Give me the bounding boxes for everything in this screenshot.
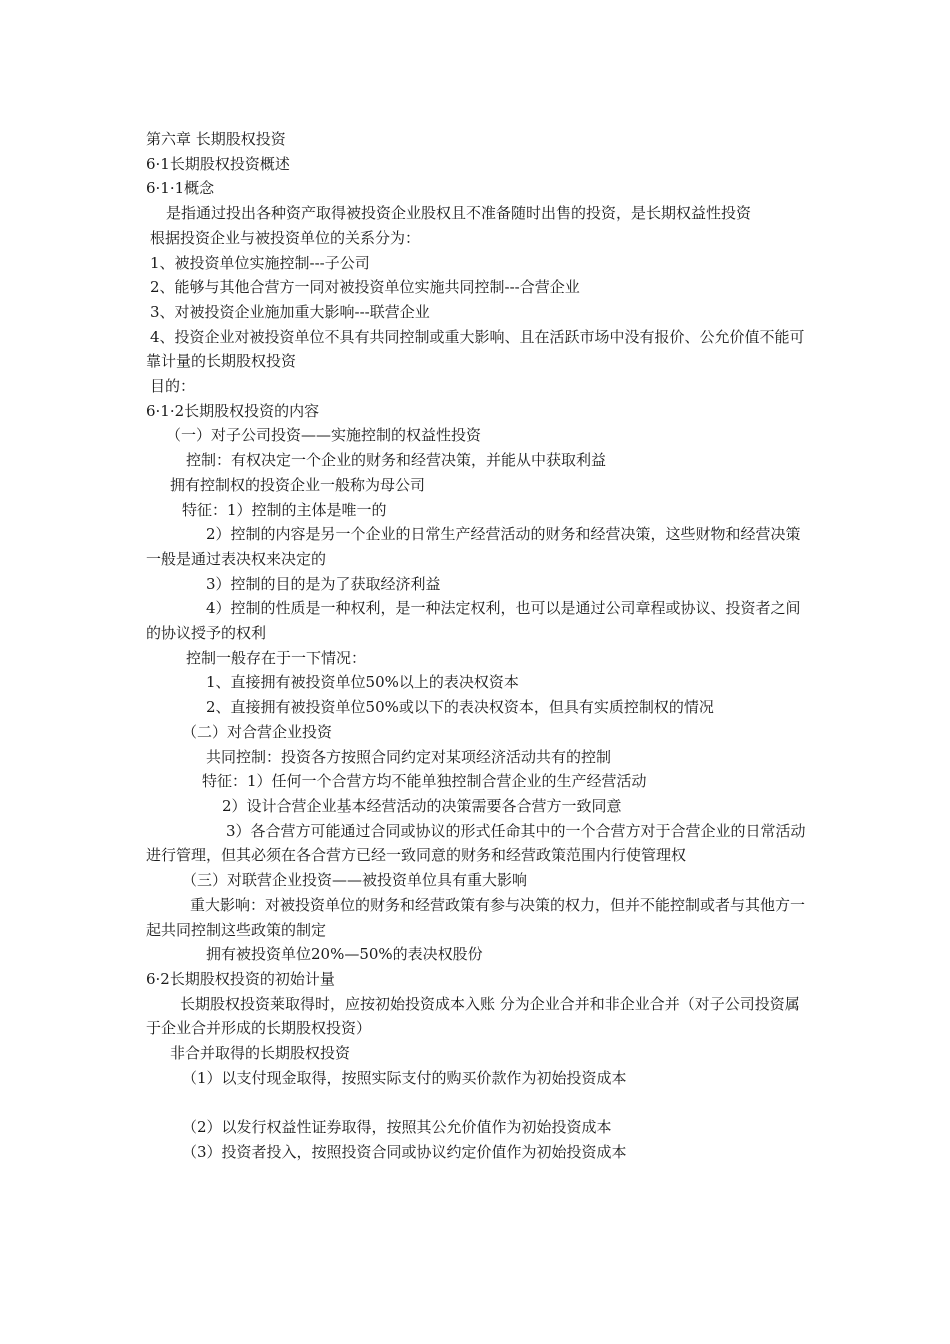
paragraph: 非合并取得的长期股权投资	[170, 1044, 351, 1063]
paragraph: 3）控制的目的是为了获取经济利益	[206, 574, 441, 593]
list-item: 1、直接拥有被投资单位50%以上的表决权资本	[206, 673, 519, 692]
list-item: 4、投资企业对被投资单位不具有共同控制或重大影响、且在活跃市场中没有报价、公允价值不能可靠计量的长期股权投资	[146, 327, 805, 371]
paragraph: 3）各合营方可能通过合同或协议的形式任命其中的一个合营方对于合营企业的日常活动进行管理，但其必须在各合营方已经一致同意的财务和经营政策范围内行使管理权	[146, 821, 806, 865]
subheading: （三）对联营企业投资——被投资单位具有重大影响	[182, 871, 528, 890]
subheading: （二）对合营企业投资	[182, 722, 333, 741]
list-item: 2、直接拥有被投资单位50%或以下的表决权资本，但具有实质控制权的情况	[206, 698, 714, 717]
subheading: （一）对子公司投资——实施控制的权益性投资	[166, 426, 482, 445]
list-item: （2）以发行权益性证券取得，按照其公允价值作为初始投资成本	[182, 1118, 612, 1137]
paragraph: 特征：1）控制的主体是唯一的	[182, 500, 387, 519]
paragraph: 目的：	[150, 377, 196, 396]
list-item: （3）投资者投入，按照投资合同或协议约定价值作为初始投资成本	[182, 1142, 627, 1161]
blank-line	[146, 1090, 811, 1115]
list-item: 2、能够与其他合营方一同对被投资单位实施共同控制---合营企业	[150, 278, 580, 297]
section-heading: 6·2长期股权投资的初始计量	[146, 969, 335, 988]
list-item: 3、对被投资企业施加重大影响---联营企业	[150, 302, 430, 321]
paragraph: 控制一般存在于一下情况：	[186, 648, 367, 667]
paragraph: 是指通过投出各种资产取得被投资企业股权且不准备随时出售的投资，是长期权益性投资	[166, 204, 752, 223]
document-body	[146, 127, 811, 1165]
subsection-heading: 6·1·2长期股权投资的内容	[146, 401, 320, 420]
paragraph: 拥有控制权的投资企业一般称为母公司	[170, 475, 426, 494]
paragraph: 长期股权投资莱取得时，应按初始投资成本入账 分为企业合并和非企业合并（对子公司投资属于企业合并形成的长期股权投资）	[146, 994, 800, 1038]
section-heading: 6·1长期股权投资概述	[146, 154, 290, 173]
paragraph: 4）控制的性质是一种权利，是一种法定权利，也可以是通过公司章程或协议、投资者之间的协议授予的权利	[146, 599, 801, 643]
paragraph: 重大影响：对被投资单位的财务和经营政策有参与决策的权力，但并不能控制或者与其他方一起共同控制这些政策的制定	[146, 895, 806, 939]
paragraph: 共同控制：投资各方按照合同约定对某项经济活动共有的控制	[206, 747, 612, 766]
paragraph: 拥有被投资单位20%—50%的表决权股份	[206, 945, 483, 964]
paragraph: 控制：有权决定一个企业的财务和经营决策，并能从中获取利益	[186, 451, 607, 470]
chapter-title: 第六章 长期股权投资	[146, 130, 286, 148]
list-item: 1、被投资单位实施控制---子公司	[150, 253, 370, 272]
subsection-heading: 6·1·1概念	[146, 179, 215, 198]
paragraph: 根据投资企业与被投资单位的关系分为：	[150, 228, 421, 247]
paragraph: 2）控制的内容是另一个企业的日常生产经营活动的财务和经营决策，这些财物和经营决策一般是通过表决权来决定的	[146, 525, 801, 568]
list-item: （1）以支付现金取得，按照实际支付的购买价款作为初始投资成本	[182, 1068, 627, 1087]
paragraph: 2）设计合营企业基本经营活动的决策需要各合营方一致同意	[222, 796, 622, 815]
paragraph: 特征：1）任何一个合营方均不能单独控制合营企业的生产经营活动	[202, 772, 647, 791]
